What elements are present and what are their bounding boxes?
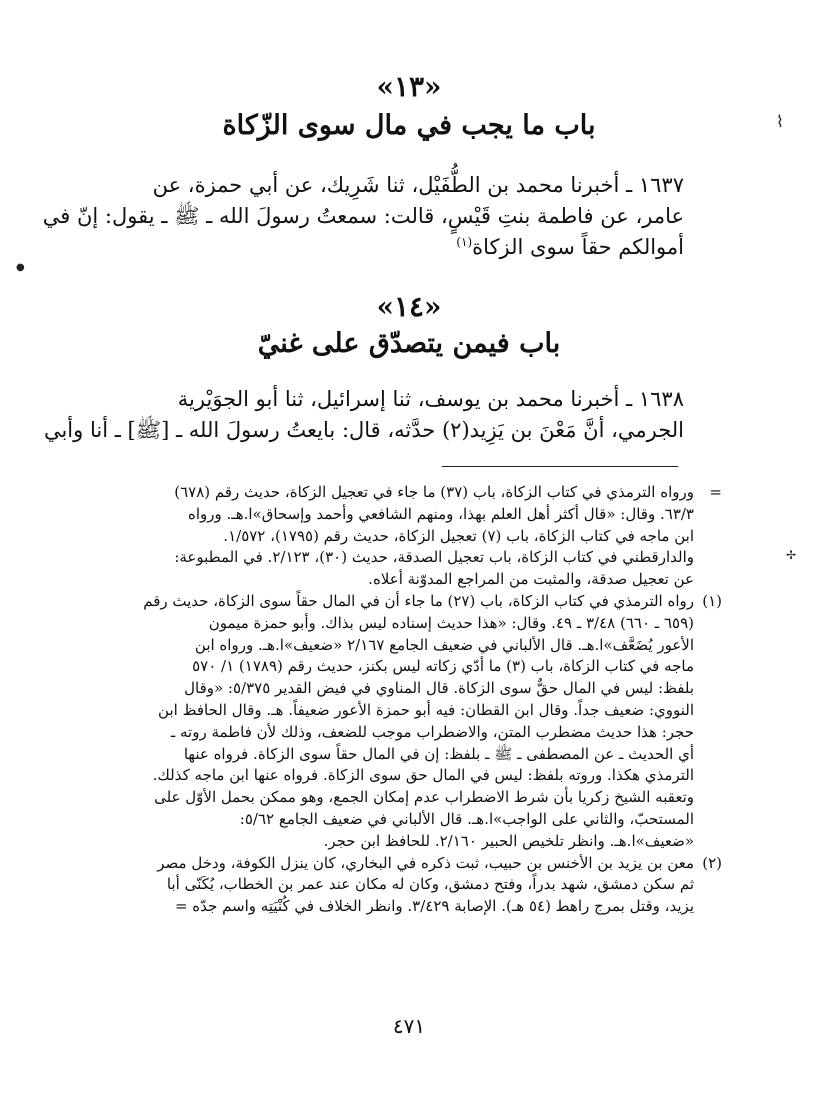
- footnote-line: ورواه الترمذي في كتاب الزكاة، باب (٣٧) ما جاء في تعجيل الزكاة، حديث رقم (٦٧٨): [174, 483, 694, 501]
- margin-mark: ✢: [786, 548, 797, 562]
- footnote-line: «ضعيف»ا.هـ. وانظر تلخيص الحبير ٢/١٦٠. للحافظ ابن حجر.: [323, 831, 694, 850]
- footnote-line: الأعور يُضَعَّف»ا.هـ. قال الألباني في ضعيف الجامع ٢/١٦٧ «ضعيف»ا.هـ. ورواه ابن: [194, 635, 694, 654]
- footnote-line: حجر: هذا حديث مضطرب المتن، والاضطراب موجب للضعف، وذلك لأن فاطمة روته ـ: [170, 722, 694, 741]
- hadith-line: عامر، عن فاطمة بنتِ قَيْسٍ، قالت: سمعتُ رسولَ الله ـ ﷺ ـ يقول: إنّ في: [42, 204, 684, 228]
- footnote-line: ٦٣/٣. وقال: «قال أكثر أهل العلم بهذا، ومنهم الشافعي وأحمد وإسحاق»ا.هـ. ورواه: [188, 504, 694, 523]
- footnote-2: [122, 853, 722, 918]
- footnote-continuation: [122, 482, 722, 591]
- footnotes: [122, 482, 722, 918]
- footnote-line: ثم سكن دمشق، شهد بدراً، وفتح دمشق، وكان له مكان عند عمر بن الخطاب، يُكَنّى أبا: [166, 875, 694, 894]
- chapter-title: باب ما يجب في مال سوى الزّكاة: [222, 110, 596, 141]
- footnote-marker: (٢): [702, 853, 722, 872]
- footnote-line: ماجه في كتاب الزكاة، باب (٣) ما أدّي زكاته ليس بكنز، حديث رقم (١٧٨٩) ١/ ٥٧٠: [192, 657, 694, 676]
- footnote-ref: (١): [456, 235, 473, 249]
- margin-mark: ⌇: [776, 112, 784, 131]
- chapter-title: باب فيمن يتصدّق على غنيّ: [257, 328, 561, 359]
- footnote-line: النووي: ضعيف جداً. وقال ابن القطان: فيه أبو حمزة الأعور ضعيفاً. هـ. وقال الحافظ ابن: [158, 700, 694, 719]
- footnote-line: أي الحديث ـ عن المصطفى ـ ﷺ ـ بلفظ: إن في المال حقاً سوى الزكاة. فرواه عنها: [183, 744, 694, 763]
- footnote-line: ابن ماجه في كتاب الزكاة، باب (٧) تعجيل الزكاة، حديث رقم (١٧٩٥)، ١/٥٧٢.: [223, 526, 694, 545]
- footnote-line: الترمذي هكذا. وروته بلفظ: ليس في المال حق سوى الزكاة. فرواه عنها ابن ماجه كذلك.: [152, 766, 694, 785]
- footnote-line: يزيد، وقتل بمرج راهط (٥٤ هـ). الإصابة ٣/٤٢٩. وانظر الخلاف في كُنْيَتِه واسم جدّه =: [174, 897, 694, 916]
- footnote-line: والدارقطني في كتاب الزكاة، باب تعجيل الصدقة، حديث (٣٠)، ٢/١٢٣. في المطبوعة:: [174, 548, 694, 567]
- hadith-line: ١٦٣٨ ـ أخبرنا محمد بن يوسف، ثنا إسرائيل، ثنا أبو الجوَيْرية: [177, 387, 684, 411]
- hadith-line: الجرمي، أنَّ مَعْنَ بن يَزِيد(٢) حدَّثه، قال: بايعتُ رسولَ الله ـ [ﷺ] ـ أنا وأبي: [43, 418, 684, 442]
- chapter-number: «١٤»: [376, 290, 442, 323]
- hadith-text: أموالكم حقاً سوى الزكاة: [472, 235, 684, 259]
- footnote-line: وتعقبه الشيخ زكريا بأن شرط الاضطراب عدم إمكان الجمع، وهو ممكن بحمل الأوّل على: [154, 788, 694, 807]
- footnote-marker: (١): [702, 591, 722, 610]
- footnote-1: [122, 591, 722, 853]
- chapter-number: «١٣»: [376, 70, 442, 103]
- hadith-paragraph: [43, 384, 684, 446]
- footnote-line: بلفظ: ليس في المال حقٌّ سوى الزكاة. قال المناوي في فيض القدير ٥/٣٧٥: «وقال: [184, 679, 694, 698]
- hadith-paragraph: [42, 170, 684, 263]
- hadith-line: ١٦٣٧ ـ أخبرنا محمد بن الطُّفَيْل، ثنا شَرِيك، عن أبي حمزة، عن: [152, 173, 684, 197]
- hadith-line: [128, 232, 684, 263]
- footnote-divider: [442, 466, 678, 467]
- footnote-line: رواه الترمذي في كتاب الزكاة، باب (٢٧) ما جاء أن في المال حقاً سوى الزكاة، حديث رقم: [143, 591, 694, 610]
- margin-mark: ●: [16, 262, 25, 273]
- page-number: ٤٧١: [392, 1014, 426, 1038]
- footnote-line: (٦٥٩ ـ ٦٦٠) ٣/٤٨ ـ ٤٩. وقال: «هذا حديث إسناده ليس بذاك. وأبو حمزة ميمون: [208, 613, 694, 632]
- footnote-line: معن بن يزيد بن الأخنس بن حبيب، ثبت ذكره في البخاري، كان ينزل الكوفة، ودخل مصر: [157, 853, 694, 872]
- footnote-line: المستحبّ، والثاني على الواجب»ا.هـ. قال الألباني في ضعيف الجامع ٥/٦٢:: [239, 809, 694, 828]
- footnote-marker: =: [709, 483, 722, 501]
- footnote-line: عن تعجيل صدقة، والمثبت من المراجع المدوّنة أعلاه.: [368, 570, 694, 589]
